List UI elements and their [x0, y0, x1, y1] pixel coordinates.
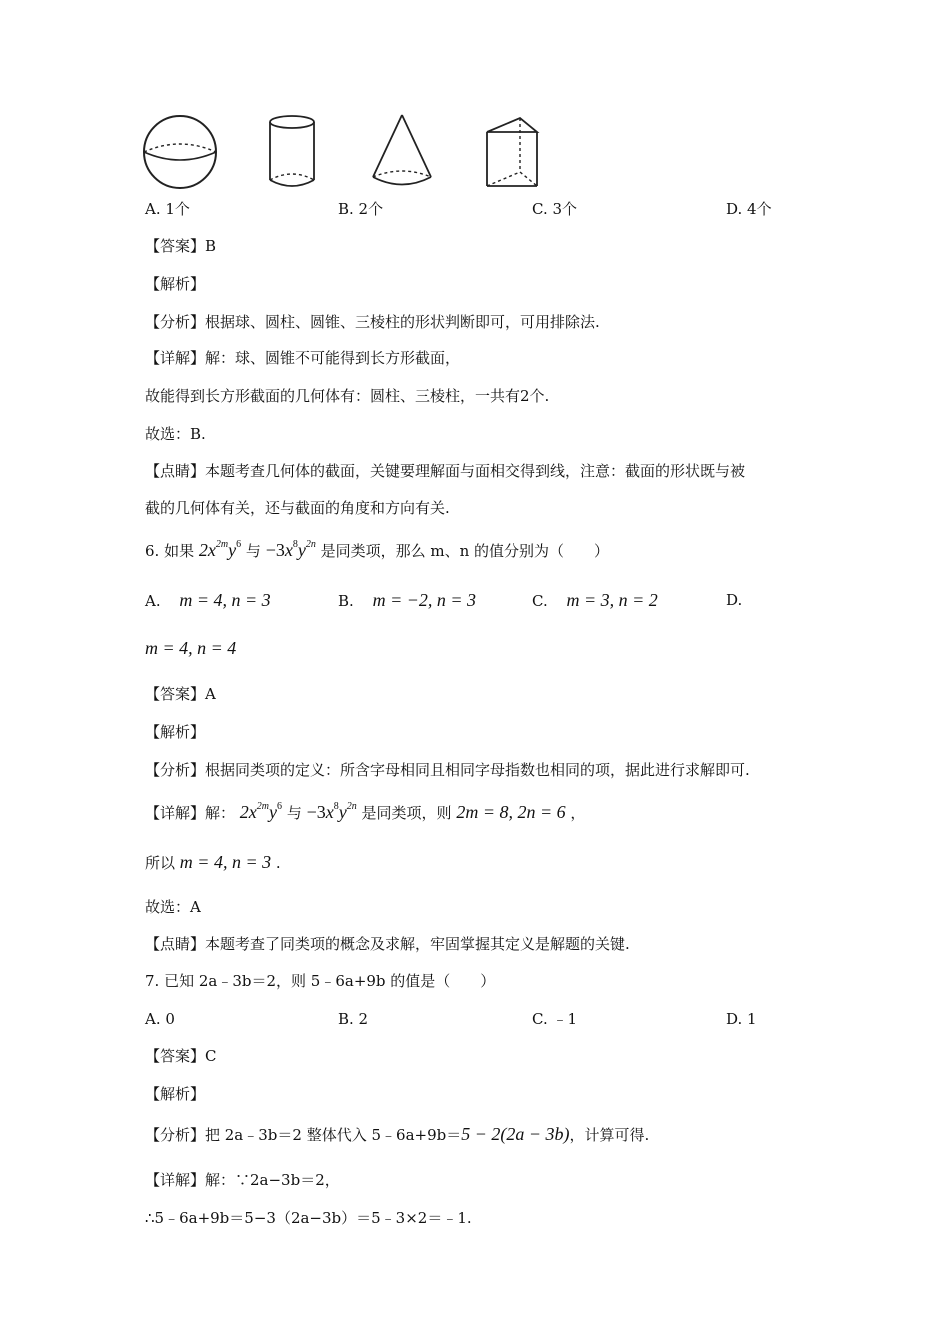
q5-option-d: D. 4个 — [726, 200, 772, 218]
q5-dianjing-2: 截的几何体有关，还与截面的角度和方向有关. — [145, 499, 450, 517]
cylinder-icon — [265, 110, 325, 195]
q6-xiangjie-yu: 与 — [286, 804, 302, 822]
q5-option-c: C. 3个 — [532, 200, 578, 218]
q6-option-b-label: B. — [338, 592, 354, 610]
q6-option-d-expr: m = 4, n = 4 — [145, 638, 237, 658]
q6-xiangjie — [145, 802, 585, 823]
q7-option-a: A. 0 — [145, 1010, 175, 1028]
q7-xiangjie: 【详解】解：∵2a−3b＝2， — [145, 1171, 340, 1189]
q6-guxuan: 故选：A — [145, 898, 201, 916]
q5-answer: 【答案】B — [145, 237, 217, 255]
q6-xiangjie-prefix: 【详解】解： — [145, 804, 236, 822]
q6-xiangjie-end: ， — [570, 804, 586, 822]
q6-xiangjie-term-2: $-3x^8y^{2n}$ — [306, 801, 357, 822]
q7-fenxi — [145, 1124, 649, 1145]
q5-xiangjie-2: 故能得到长方形截面的几何体有：圆柱、三棱柱，一共有2个. — [145, 387, 550, 405]
q7-fenxi-prefix: 【分析】把 2a﹣3b＝2 整体代入 5﹣6a+9b＝ — [145, 1126, 462, 1144]
q6-xiangjie-mid: 是同类项，则 — [361, 804, 452, 822]
triangular-prism-icon — [482, 110, 552, 195]
solid-figures — [140, 110, 560, 195]
q5-analysis-label: 【解析】 — [145, 275, 206, 293]
q6-option-a — [145, 590, 271, 611]
q6-term-1: $2x^{2m}y^6$ — [198, 539, 242, 560]
q5-guxuan: 故选：B. — [145, 425, 206, 443]
q7-answer: 【答案】C — [145, 1047, 217, 1065]
q6-option-c — [532, 590, 658, 611]
q7-option-d: D. 1 — [726, 1010, 757, 1028]
q6-xiangjie-eq: 2m = 8, 2n = 6 — [456, 802, 566, 822]
q7-therefore: ∴5﹣6a+9b＝5−3（2a−3b）＝5﹣3×2＝﹣1. — [145, 1209, 472, 1227]
q7-option-c: C. ﹣1 — [532, 1010, 578, 1028]
q6-option-b — [338, 590, 476, 611]
q6-dianjing: 【点睛】本题考查了同类项的概念及求解，牢固掌握其定义是解题的关键. — [145, 935, 630, 953]
q6-suoyi-prefix: 所以 — [145, 854, 176, 872]
q5-fenxi: 【分析】根据球、圆柱、圆锥、三棱柱的形状判断即可，可用排除法. — [145, 313, 600, 331]
q6-answer: 【答案】A — [145, 685, 216, 703]
q7-option-b: B. 2 — [338, 1010, 369, 1028]
q6-option-d-label: D. — [726, 591, 743, 609]
q5-xiangjie-1: 【详解】解：球、圆锥不可能得到长方形截面， — [145, 349, 461, 367]
q6-option-b-expr: m = −2, n = 3 — [372, 590, 477, 610]
q5-option-b: B. 2个 — [338, 200, 384, 218]
q6-option-c-label: C. — [532, 592, 548, 610]
q7-fenxi-suffix: ，计算可得. — [569, 1126, 650, 1144]
sphere-icon — [140, 110, 225, 195]
q6-analysis-label: 【解析】 — [145, 723, 206, 741]
q6-stem-yu: 与 — [245, 542, 261, 560]
q5-dianjing-1: 【点睛】本题考查几何体的截面，关键要理解面与面相交得到线，注意：截面的形状既与被 — [145, 462, 746, 480]
q6-option-a-label: A. — [145, 592, 161, 610]
q6-option-a-expr: m = 4, n = 3 — [179, 590, 271, 610]
q6-stem — [145, 540, 609, 561]
q7-stem: 7. 已知 2a﹣3b＝2，则 5﹣6a+9b 的值是（ ） — [145, 972, 496, 990]
q6-suoyi-eq: m = 4, n = 3 — [179, 852, 272, 872]
q7-analysis-label: 【解析】 — [145, 1085, 206, 1103]
cone-icon — [368, 110, 438, 195]
q6-term-2: $-3x^8y^{2n}$ — [265, 539, 316, 560]
q6-suoyi — [145, 852, 281, 873]
q5-option-a: A. 1个 — [145, 200, 190, 218]
q6-suoyi-end: . — [275, 854, 281, 872]
q7-fenxi-expr: 5 − 2(2a − 3b) — [461, 1124, 570, 1144]
q6-stem-rest: 是同类项，那么 m、n 的值分别为（ ） — [320, 542, 610, 560]
q6-stem-num: 6. 如果 — [145, 542, 195, 560]
q6-option-c-expr: m = 3, n = 2 — [566, 590, 658, 610]
q6-xiangjie-term-1: $2x^{2m}y^6$ — [239, 801, 283, 822]
q6-fenxi: 【分析】根据同类项的定义：所含字母相同且相同字母指数也相同的项，据此进行求解即可. — [145, 761, 750, 779]
